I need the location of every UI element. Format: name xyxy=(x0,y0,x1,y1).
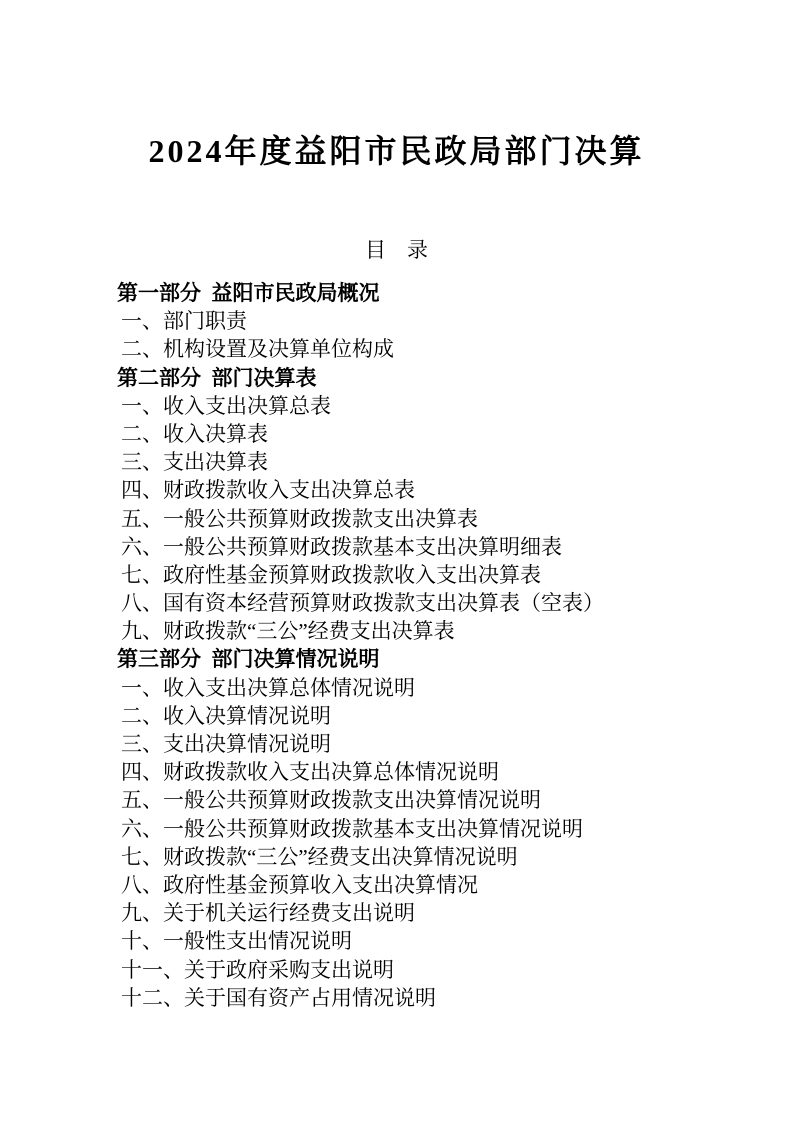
toc-item: 六、一般公共预算财政拨款基本支出决算情况说明 xyxy=(121,816,583,841)
table-of-contents xyxy=(117,279,753,1012)
toc-item: 三、支出决算表 xyxy=(121,450,268,475)
toc-item: 七、财政拨款“三公”经费支出决算情况说明 xyxy=(121,844,518,869)
toc-item: 十、一般性支出情况说明 xyxy=(121,929,352,954)
document-title: 2024年度益阳市民政局部门决算 xyxy=(148,133,645,169)
toc-item: 四、财政拨款收入支出决算总体情况说明 xyxy=(121,760,499,785)
toc-item: 六、一般公共预算财政拨款基本支出决算明细表 xyxy=(121,534,562,559)
toc-item: 八、国有资本经营预算财政拨款支出决算表（空表） xyxy=(121,591,604,616)
toc-item: 五、一般公共预算财政拨款支出决算表 xyxy=(121,506,478,531)
toc-heading: 目 录 xyxy=(365,238,428,262)
toc-section-heading-part2: 第二部分 部门决算表 xyxy=(117,365,317,390)
toc-item: 三、支出决算情况说明 xyxy=(121,732,331,756)
toc-item: 一、收入支出决算总表 xyxy=(121,393,331,418)
toc-item: 十一、关于政府采购支出说明 xyxy=(121,957,394,982)
toc-item: 一、收入支出决算总体情况说明 xyxy=(121,675,415,700)
toc-item: 八、政府性基金预算收入支出决算情况 xyxy=(121,872,478,897)
toc-item: 九、财政拨款“三公”经费支出决算表 xyxy=(121,619,455,644)
toc-item: 九、关于机关运行经费支出说明 xyxy=(121,901,415,926)
toc-section-heading-part3: 第三部分 部门决算情况说明 xyxy=(117,647,380,672)
toc-item: 四、财政拨款收入支出决算总表 xyxy=(121,478,415,503)
toc-item: 二、收入决算表 xyxy=(121,421,268,446)
toc-section-heading-part1: 第一部分 益阳市民政局概况 xyxy=(117,281,380,305)
toc-item: 二、收入决算情况说明 xyxy=(121,703,331,728)
toc-item: 十二、关于国有资产占用情况说明 xyxy=(121,985,436,1010)
toc-item: 一、部门职责 xyxy=(121,309,247,334)
toc-item: 二、机构设置及决算单位构成 xyxy=(121,337,394,362)
toc-item: 七、政府性基金预算财政拨款收入支出决算表 xyxy=(121,562,541,587)
toc-item: 五、一般公共预算财政拨款支出决算情况说明 xyxy=(121,788,541,813)
